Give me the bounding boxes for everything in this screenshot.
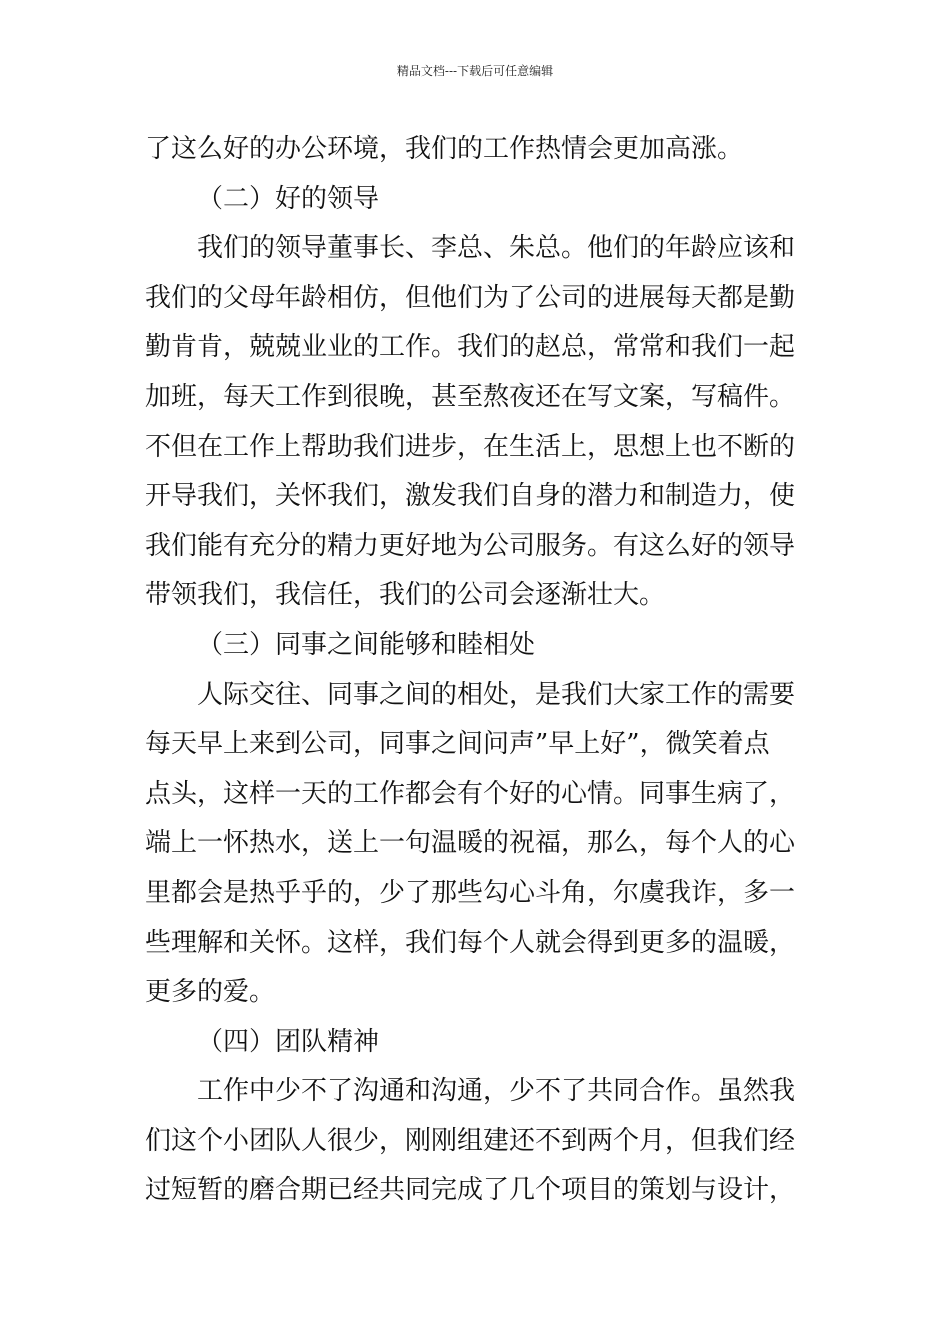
paragraph-line: 我们的领导董事长、李总、朱总。他们的年龄应该和 [197, 233, 796, 264]
paragraph-line: 了这么好的办公环境，我们的工作热情会更加高涨。 [145, 134, 744, 164]
paragraph-line: 里都会是热乎乎的，少了那些勾心斗角，尔虞我诈，多一 [145, 877, 796, 908]
section-heading-4: （四）团队精神 [197, 1026, 380, 1057]
paragraph-line: 点头，这样一天的工作都会有个好的心情。同事生病了， [145, 778, 796, 809]
section-heading-3: （三）同事之间能够和睦相处 [197, 629, 536, 660]
paragraph-line: 我们能有充分的精力更好地为公司服务。有这么好的领导 [145, 530, 796, 561]
paragraph-line: 加班，每天工作到很晚，甚至熬夜还在写文案，写稿件。 [145, 381, 796, 412]
page-header: 精品文档---下载后可任意编辑 [396, 64, 554, 78]
paragraph-line: 端上一怀热水，送上一句温暖的祝福，那么，每个人的心 [145, 828, 796, 859]
paragraph-line: 工作中少不了沟通和沟通，少不了共同合作。虽然我 [197, 1076, 796, 1107]
paragraph-line: 每天早上来到公司，同事之间问声”早上好”，微笑着点 [145, 729, 770, 760]
document-body [145, 125, 810, 1216]
section-heading-2: （二）好的领导 [197, 183, 380, 214]
paragraph-line: 开导我们，关怀我们，激发我们自身的潜力和制造力，使 [145, 481, 796, 512]
paragraph-line: 些理解和关怀。这样，我们每个人就会得到更多的温暖， [145, 927, 796, 958]
paragraph-line: 不但在工作上帮助我们进步，在生活上，思想上也不断的 [145, 431, 796, 462]
paragraph-line: 勤肯肯，兢兢业业的工作。我们的赵总，常常和我们一起 [145, 332, 796, 363]
paragraph-line: 过短暂的磨合期已经共同完成了几个项目的策划与设计， [145, 1175, 796, 1206]
paragraph-line: 我们的父母年龄相仿，但他们为了公司的进展每天都是勤 [145, 282, 796, 313]
paragraph-line: 更多的爱。 [145, 977, 276, 1008]
paragraph-line: 人际交往、同事之间的相处，是我们大家工作的需要 [197, 679, 796, 710]
paragraph-line: 带领我们，我信任，我们的公司会逐渐壮大。 [145, 580, 666, 611]
paragraph-line: 们这个小团队人很少，刚刚组建还不到两个月，但我们经 [145, 1125, 796, 1156]
